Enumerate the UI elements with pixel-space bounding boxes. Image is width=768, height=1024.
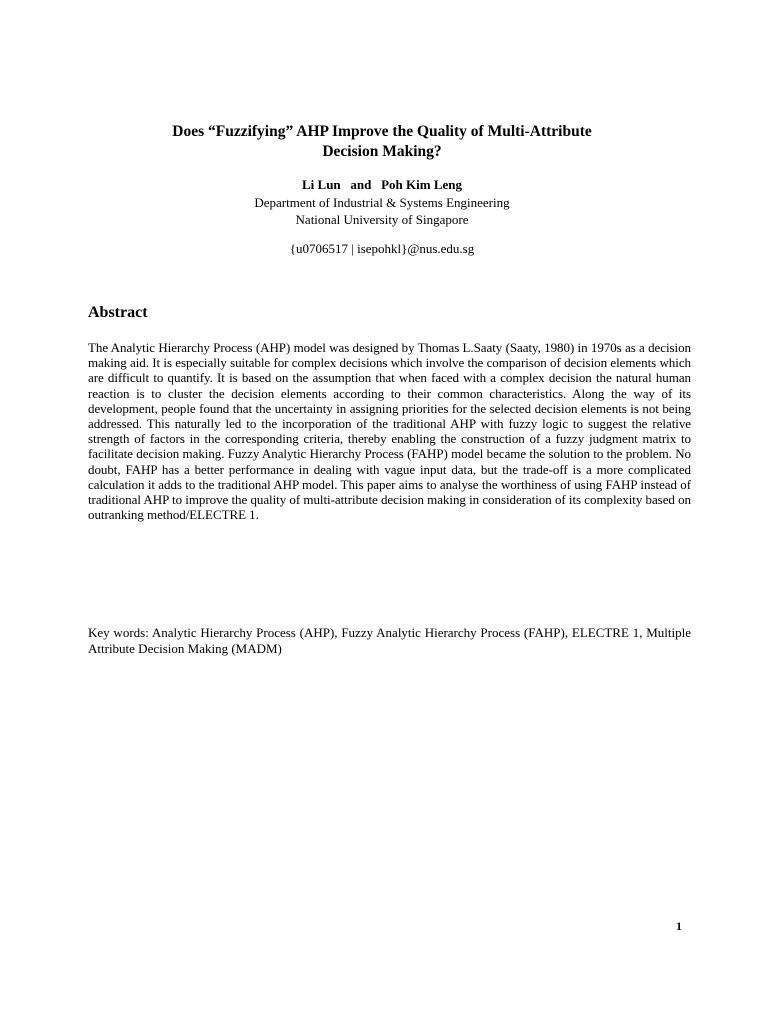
paper-title	[88, 122, 676, 162]
abstract-body: The Analytic Hierarchy Process (AHP) model was designed by Thomas L.Saaty (Saaty, 1980) in 1970s as a decision making aid. It is especially suitable for complex decisions which involve the comparison of decision elements which are difficult to quantify. It is based on the assumption that when faced with a complex decision the natural human reaction is to cluster the decision elements according to their common characteristics. Along the way of its development, people found that the uncertainty in assigning priorities for the selected decision elements is not being addressed. This naturally led to the incorporation of the traditional AHP with fuzzy logic to suggest the relative strength of factors in the corresponding criteria, thereby enabling the construction of a fuzzy judgment matrix to facilitate decision making. Fuzzy Analytic Hierarchy Process (FAHP) model became the solution to the problem. No doubt, FAHP has a better performance in dealing with vague input data, but the trade-off is a more complicated calculation it adds to the traditional AHP model. This paper aims to analyse the worthiness of using FAHP instead of traditional AHP to improve the quality of multi-attribute decision making in consideration of its complexity based on outranking method/ELECTRE 1.	[88, 340, 691, 523]
title-line-2: Decision Making?	[322, 143, 442, 160]
keywords: Key words: Analytic Hierarchy Process (AHP), Fuzzy Analytic Hierarchy Process (FAHP), ELECTRE 1, Multiple Attribute Decision Making (MADM)	[88, 625, 691, 656]
university: National University of Singapore	[295, 212, 469, 227]
abstract-heading: Abstract	[88, 304, 148, 321]
affiliation	[88, 194, 676, 228]
email-address: {u0706517 | isepohkl}@nus.edu.sg	[289, 241, 475, 256]
authors: Li Lun and Poh Kim Leng	[301, 177, 463, 192]
title-line-1: Does “Fuzzifying” AHP Improve the Quality of Multi-Attribute	[172, 123, 592, 140]
page-number: 1	[676, 919, 682, 933]
department: Department of Industrial & Systems Engineering	[254, 195, 510, 210]
